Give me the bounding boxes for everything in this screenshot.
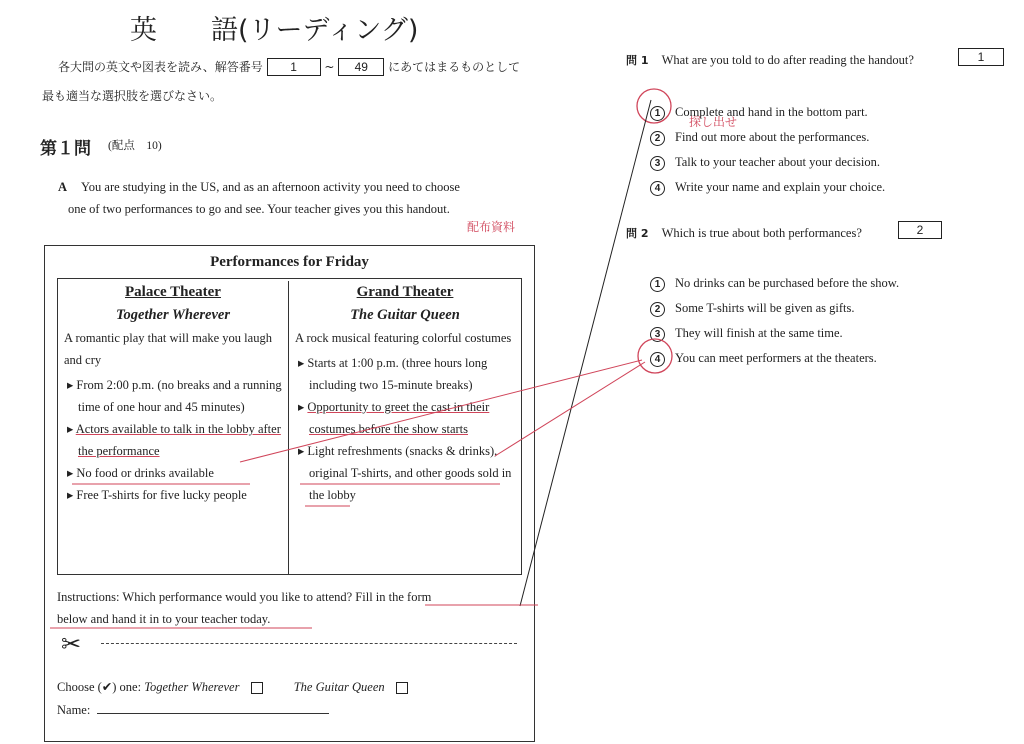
theater-name: Grand Theater (356, 284, 454, 300)
handout-annotation: 配布資料 (467, 220, 516, 234)
handout-instructions-2: below and hand it in to your teacher today. (57, 612, 271, 626)
annotation-line (240, 360, 642, 462)
option-2[interactable]: 2 Find out more about the performances. (650, 125, 885, 150)
handout-title: Performances for Friday (210, 254, 369, 270)
option-3[interactable]: 3 They will finish at the same time. (650, 321, 899, 346)
part-a-line2: one of two performances to go and see. Your teacher gives you this handout. (68, 202, 450, 216)
part-a-label: A (58, 180, 68, 194)
theater-name: Palace Theater (125, 284, 221, 300)
bullet-item: ▸ From 2:00 p.m. (no breaks and a running time of one hour and 45 minutes) (67, 378, 282, 414)
page-title: 英 語(リーディング) (130, 15, 419, 46)
bullet-item: ▸ Light refreshments (snacks & drinks), original T-shirts, and other goods sold in the lobby (298, 444, 512, 502)
option-4[interactable]: 4 You can meet performers at the theaters. (650, 346, 899, 371)
bullet-item: ▸ No food or drinks available (67, 466, 214, 480)
range-separator: ~ (324, 60, 335, 74)
bullet-item: ▸ Starts at 1:00 p.m. (three hours long including two 15-minute breaks) (298, 356, 488, 392)
option-2[interactable]: 2 Some T-shirts will be given as gifts. (650, 296, 899, 321)
bullet-item: ▸ Actors available to talk in the lobby after the performance (67, 422, 281, 458)
part-a-line1: You are studying in the US, and as an afternoon activity you need to choose (81, 180, 460, 194)
answer-box-1[interactable]: 1 (958, 48, 1004, 66)
show-title: Together Wherever (116, 307, 230, 323)
option-guitar-queen: The Guitar Queen (293, 680, 385, 694)
option-4[interactable]: 4 Write your name and explain your choice. (650, 175, 885, 200)
show-title: The Guitar Queen (350, 307, 460, 323)
answer-box-2[interactable]: 2 (898, 221, 942, 239)
question-label: 問 2 (626, 227, 649, 240)
annotation-line (495, 362, 645, 456)
show-description: A rock musical featuring colorful costumes (295, 331, 512, 345)
choose-label: Choose (✔) one: (57, 680, 142, 694)
annotation-circle (637, 89, 671, 123)
bullet-item: ▸ Opportunity to greet the cast in their costumes before the show starts (298, 400, 490, 436)
option-1[interactable]: 1 No drinks can be purchased before the show. (650, 271, 899, 296)
show-description: A romantic play that will make you laugh and cry (64, 331, 272, 367)
question-text: What are you told to do after reading the handout? (661, 53, 914, 67)
question-label: 問 1 (626, 54, 649, 67)
question-text: Which is true about both performances? (661, 226, 862, 240)
section-points: (配点 10) (108, 140, 162, 152)
range-end-box: 49 (338, 58, 384, 76)
instruction-text: 各大問の英文や図表を読み、解答番号 (58, 60, 263, 74)
option-together-wherever: Together Wherever (144, 680, 240, 694)
range-start-box: 1 (267, 58, 321, 76)
question-1-annotation: 探し出せ (689, 115, 738, 129)
option-3[interactable]: 3 Talk to your teacher about your decision. (650, 150, 885, 175)
bullet-item: ▸ Free T-shirts for five lucky people (67, 488, 247, 502)
handout-instructions: Instructions: Which performance would you like to attend? Fill in the form (57, 590, 432, 604)
instruction-text-post: にあてはまるものとして (388, 60, 521, 74)
option-1[interactable]: 1 Complete and hand in the bottom part. (650, 100, 885, 125)
name-label: Name: (57, 703, 91, 717)
scissors-icon: ✂ (61, 630, 82, 658)
section-title: 第１問 (40, 139, 91, 159)
annotation-line (520, 100, 651, 606)
instruction-line2: 最も適当な選択肢を選びなさい。 (42, 89, 223, 103)
annotation-circle (638, 339, 672, 373)
